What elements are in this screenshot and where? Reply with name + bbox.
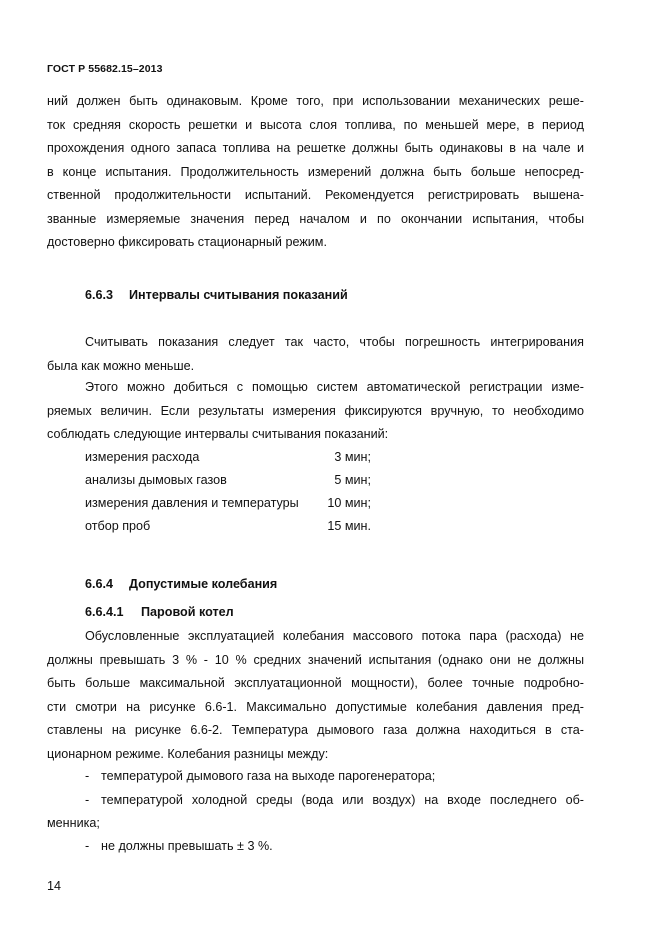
paragraph-intro: [47, 90, 584, 255]
bullet-dash: -: [85, 769, 90, 783]
list-item-text: температурой холодной среды (вода или воздух) на входе последнего об-: [101, 793, 584, 807]
interval-row: [85, 469, 375, 493]
interval-row: [85, 492, 375, 516]
list-item-continuation: [47, 812, 584, 836]
bullet-dash: -: [85, 839, 90, 853]
text-line: в конце испытания. Продолжительность измерений должна быть больше непосред-: [47, 164, 584, 179]
interval-value: 10 мин;: [327, 496, 371, 510]
section-number: 6.6.4: [85, 577, 114, 591]
text-line: Этого можно добиться с помощью систем автоматической регистрации изме-: [85, 380, 584, 394]
paragraph-reading-frequency: [47, 331, 584, 378]
bullet-dash: -: [85, 793, 90, 807]
section-title: Паровой котел: [141, 605, 234, 619]
text-line: ний должен быть одинаковым. Кроме того, при использовании механических реше-: [47, 94, 584, 108]
list-item-text: не должны превышать ± 3 %.: [101, 839, 273, 853]
interval-value: 3 мин;: [334, 450, 371, 464]
section-heading-6-6-3: [85, 288, 348, 302]
interval-value: 5 мин;: [334, 473, 371, 487]
text-line: достоверно фиксировать стационарный режим.: [47, 235, 327, 249]
text-line: сти смотри на рисунке 6.6-1. Максимально допустимые колебания давления пред-: [47, 699, 584, 714]
section-title: Допустимые колебания: [129, 577, 278, 591]
list-item: [85, 835, 584, 859]
text-line: ток средняя скорость решетки и высота слоя топлива, по меньшей мере, в период: [47, 117, 584, 132]
text-line: быть больше максимальной эксплуатационной мощности), более точные подробно-: [47, 676, 584, 690]
paragraph-steam-boiler: [47, 625, 584, 766]
section-number: 6.6.4.1: [85, 605, 124, 619]
text-line: Считывать показания следует так часто, чтобы погрешность интегрирования: [85, 335, 584, 349]
interval-value: 15 мин.: [327, 519, 371, 533]
paragraph-recording: [47, 376, 584, 447]
list-item: [85, 765, 584, 789]
interval-row: [85, 446, 375, 470]
text-line: ставлены на рисунке 6.6-2. Температура дымового газа должна находиться в ста-: [47, 723, 584, 737]
list-item-text: температурой дымового газа на выходе парогенератора;: [101, 769, 436, 783]
document-header: ГОСТ Р 55682.15–2013: [47, 63, 163, 75]
text-line: была как можно меньше.: [47, 358, 195, 373]
text-line: соблюдать следующие интервалы считывания показаний:: [47, 427, 389, 441]
text-line: Обусловленные эксплуатацией колебания массового потока пара (расхода) не: [85, 629, 584, 643]
text-line: прохождения одного запаса топлива на решетке должны быть одинаковы в на чале и: [47, 141, 584, 155]
section-heading-6-6-4-1: [85, 605, 234, 619]
text-line: должны превышать 3 % - 10 % средних значений испытания (однако они не должны: [47, 652, 584, 667]
section-heading-6-6-4: [85, 577, 277, 591]
text-line: званные измеряемые значения перед началом и по окончании испытания, чтобы: [47, 211, 584, 226]
list-item: [85, 789, 584, 813]
interval-label: измерения давления и температуры: [85, 496, 299, 510]
text-line: ственной продолжительности испытаний. Рекомендуется регистрировать вышена-: [47, 188, 584, 202]
text-line: ционарном режиме. Колебания разницы между:: [47, 746, 329, 761]
interval-label: отбор проб: [85, 519, 151, 533]
section-number: 6.6.3: [85, 288, 114, 302]
interval-label: измерения расхода: [85, 450, 200, 464]
text-line: ряемых величин. Если результаты измерения фиксируются вручную, то необходимо: [47, 403, 584, 418]
interval-row: [85, 515, 375, 539]
page-number: 14: [47, 879, 62, 893]
section-title: Интервалы считывания показаний: [129, 288, 348, 302]
interval-label: анализы дымовых газов: [85, 473, 227, 487]
text-line: менника;: [47, 816, 100, 830]
